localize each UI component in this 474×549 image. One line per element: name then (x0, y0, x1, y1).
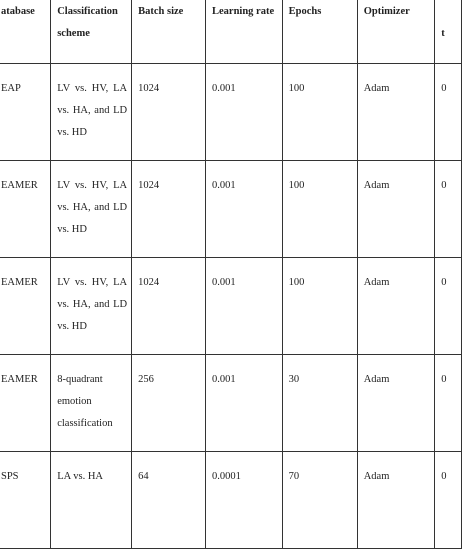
cell-truncated: 0 (435, 161, 462, 258)
cell-classification-scheme: 8-quadrant emotion classification (51, 355, 132, 452)
cell-database: EAMER (0, 161, 51, 258)
header-truncated: t (435, 0, 462, 64)
header-batch-size: Batch size (132, 0, 206, 64)
header-learning-rate: Learning rate (206, 0, 283, 64)
cell-optimizer: Adam (357, 355, 435, 452)
cell-database: EAMER (0, 355, 51, 452)
cell-epochs: 30 (282, 355, 357, 452)
cell-batch-size: 1024 (132, 64, 206, 161)
cell-epochs: 100 (282, 161, 357, 258)
cell-classification-scheme: LA vs. HA (51, 452, 132, 549)
cell-batch-size: 1024 (132, 161, 206, 258)
cell-learning-rate: 0.001 (206, 64, 283, 161)
cell-truncated: 0 (435, 355, 462, 452)
cell-truncated: 0 (435, 452, 462, 549)
table-row (0, 64, 462, 161)
cell-classification-scheme: LV vs. HV, LA vs. HA, and LD vs. HD (51, 64, 132, 161)
table-row (0, 258, 462, 355)
header-optimizer: Optimizer (357, 0, 435, 64)
table-row (0, 355, 462, 452)
cell-truncated: 0 (435, 64, 462, 161)
cell-learning-rate: 0.001 (206, 355, 283, 452)
cell-batch-size: 1024 (132, 258, 206, 355)
cell-epochs: 100 (282, 258, 357, 355)
header-row (0, 0, 462, 64)
cell-optimizer: Adam (357, 64, 435, 161)
cell-database: EAMER (0, 258, 51, 355)
cell-batch-size: 64 (132, 452, 206, 549)
cell-optimizer: Adam (357, 258, 435, 355)
cell-database: EAP (0, 64, 51, 161)
header-classification-scheme: Classification scheme (51, 0, 132, 64)
cell-batch-size: 256 (132, 355, 206, 452)
cell-optimizer: Adam (357, 452, 435, 549)
cell-optimizer: Adam (357, 161, 435, 258)
cell-database: SPS (0, 452, 51, 549)
table-row (0, 452, 462, 549)
cell-learning-rate: 0.0001 (206, 452, 283, 549)
cell-learning-rate: 0.001 (206, 258, 283, 355)
header-epochs: Epochs (282, 0, 357, 64)
cell-classification-scheme: LV vs. HV, LA vs. HA, and LD vs. HD (51, 161, 132, 258)
header-database: atabase (0, 0, 51, 64)
cell-truncated: 0 (435, 258, 462, 355)
cell-learning-rate: 0.001 (206, 161, 283, 258)
cell-epochs: 70 (282, 452, 357, 549)
cell-epochs: 100 (282, 64, 357, 161)
table-row (0, 161, 462, 258)
cell-classification-scheme: LV vs. HV, LA vs. HA, and LD vs. HD (51, 258, 132, 355)
